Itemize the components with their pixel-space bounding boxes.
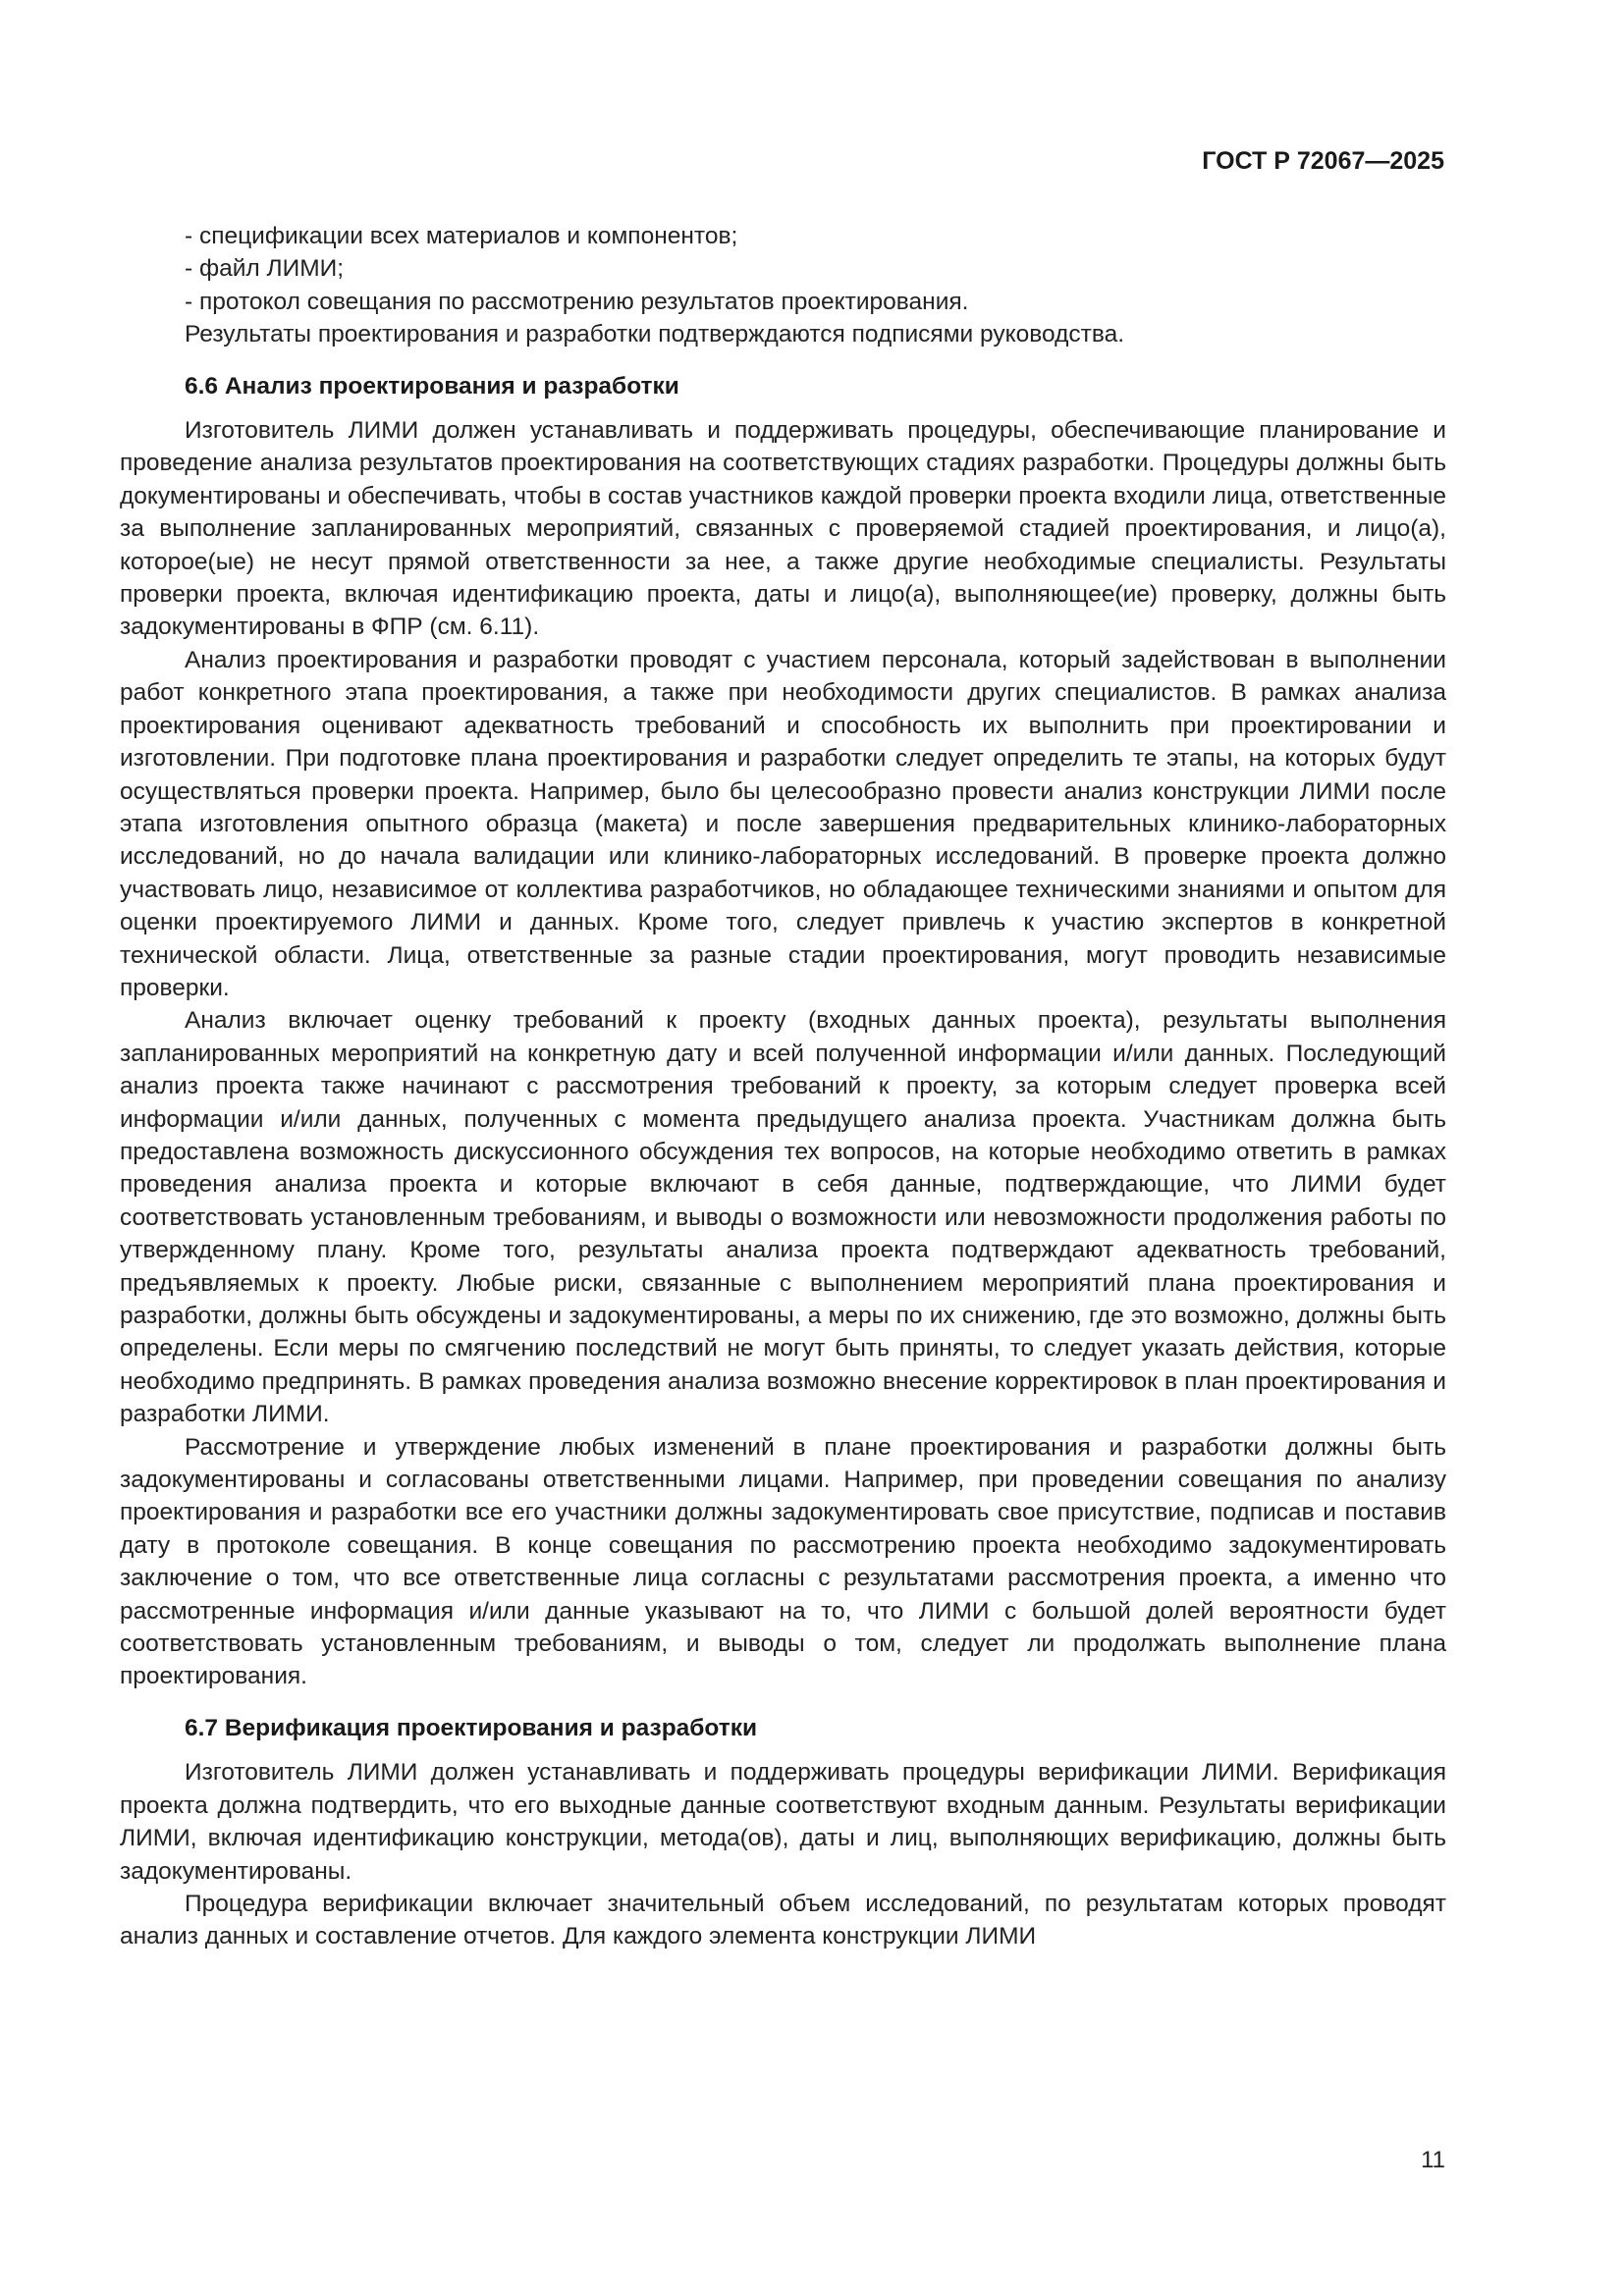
section-heading-6-7: 6.7 Верификация проектирования и разработки bbox=[185, 1714, 758, 1741]
paragraph: Процедура верификации включает значительный объем исследований, по результатам которых проводят анализ данных и составление отчетов. Для каждого элемента конструкции ЛИМИ bbox=[120, 1890, 1446, 1950]
list-item: - файл ЛИМИ; bbox=[185, 255, 345, 283]
standard-code-header: ГОСТ Р 72067—2025 bbox=[1202, 147, 1444, 175]
intro-conclusion: Результаты проектирования и разработки подтверждаются подписями руководства. bbox=[185, 321, 1125, 348]
page-number: 11 bbox=[1421, 2147, 1445, 2173]
list-item: - протокол совещания по рассмотрению результатов проектирования. bbox=[185, 288, 969, 315]
paragraph: Рассмотрение и утверждение любых изменений в плане проектирования и разработки должны быть задокументированы и согласованы ответственными лицами. Например, при проведении совещания по анализу проектирования и разработки все его участники должны задокументировать свое присутствие, подписав и поставив дату в протоколе совещания. В конце совещания по рассмотрению проекта необходимо задокументировать заключение о том, что все ответственные лица согласны с результатами рассмотрения проекта, а именно что рассмотренные информация и/или данные указывают на то, что ЛИМИ с большой долей вероятности будет соответствовать установленным требованиям, и выводы о том, следует ли продолжать выполнение плана проектирования. bbox=[120, 1433, 1446, 1690]
section-heading-6-6: 6.6 Анализ проектирования и разработки bbox=[185, 372, 679, 400]
paragraph: Изготовитель ЛИМИ должен устанавливать и поддерживать процедуры верификации ЛИМИ. Верификация проекта должна подтвердить, что его выходные данные соответствуют входным данным. Результаты верификации ЛИМИ, включая идентификацию конструкции, метода(ов), даты и лиц, выполняющих верификацию, должны быть задокументированы. bbox=[120, 1759, 1446, 1885]
paragraph: Анализ проектирования и разработки проводят с участием персонала, который задействован в выполнении работ конкретного этапа проектирования, а также при необходимости других специалистов. В рамках анализа проектирования оценивают адекватность требований и способность их выполнить при проектировании и изготовлении. При подготовке плана проектирования и разработки следует определить те этапы, на которых будут осуществляться проверки проекта. Например, было бы целесообразно провести анализ конструкции ЛИМИ после этапа изготовления опытного образца (макета) и после завершения предварительных клинико-лабораторных исследований, но до начала валидации или клинико-лабораторных исследований. В проверке проекта должно участвовать лицо, независимое от коллектива разработчиков, но обладающее техническими знаниями и опытом для оценки проектируемого ЛИМИ и данных. Кроме того, следует привлечь к участию экспертов в конкретной технической области. Лица, ответственные за разные стадии проектирования, могут проводить независимые проверки. bbox=[120, 646, 1446, 1001]
list-item: - спецификации всех материалов и компонентов; bbox=[185, 223, 738, 249]
paragraph: Анализ включает оценку требований к проекту (входных данных проекта), результаты выполнения запланированных мероприятий на конкретную дату и всей полученной информации и/или данных. Последующий анализ проекта также начинают с рассмотрения требований к проекту, за которым следует проверка всей информации и/или данных, полученных с момента предыдущего анализа проекта. Участникам должна быть предоставлена возможность дискуссионного обсуждения тех вопросов, на которые необходимо ответить в рамках проведения анализа проекта и которые включают в себя данные, подтверждающие, что ЛИМИ будет соответствовать установленным требованиям, и выводы о возможности или невозможности продолжения работы по утвержденному плану. Кроме того, результаты анализа проекта подтверждают адекватность требований, предъявляемых к проекту. Любые риски, связанные с выполнением мероприятий плана проектирования и разработки, должны быть обсуждены и задокументированы, а меры по их снижению, где это возможно, должны быть определены. Если меры по смягчению последствий не могут быть приняты, то следует указать действия, которые необходимо предпринять. В рамках проведения анализа возможно внесение корректировок в план проектирования и разработки ЛИМИ. bbox=[120, 1007, 1446, 1428]
paragraph: Изготовитель ЛИМИ должен устанавливать и поддерживать процедуры, обеспечивающие планирование и проведение анализа результатов проектирования на соответствующих стадиях разработки. Процедуры должны быть документированы и обеспечивать, чтобы в состав участников каждой проверки проекта входили лица, ответственные за выполнение запланированных мероприятий, связанных с проверяемой стадией проектирования, и лицо(а), которое(ые) не несут прямой ответственности за нее, а также другие необходимые специалисты. Результаты проверки проекта, включая идентификацию проекта, даты и лицо(а), выполняющее(ие) проверку, должны быть задокументированы в ФПР (см. 6.11). bbox=[120, 417, 1446, 641]
main-content bbox=[120, 220, 1446, 1953]
